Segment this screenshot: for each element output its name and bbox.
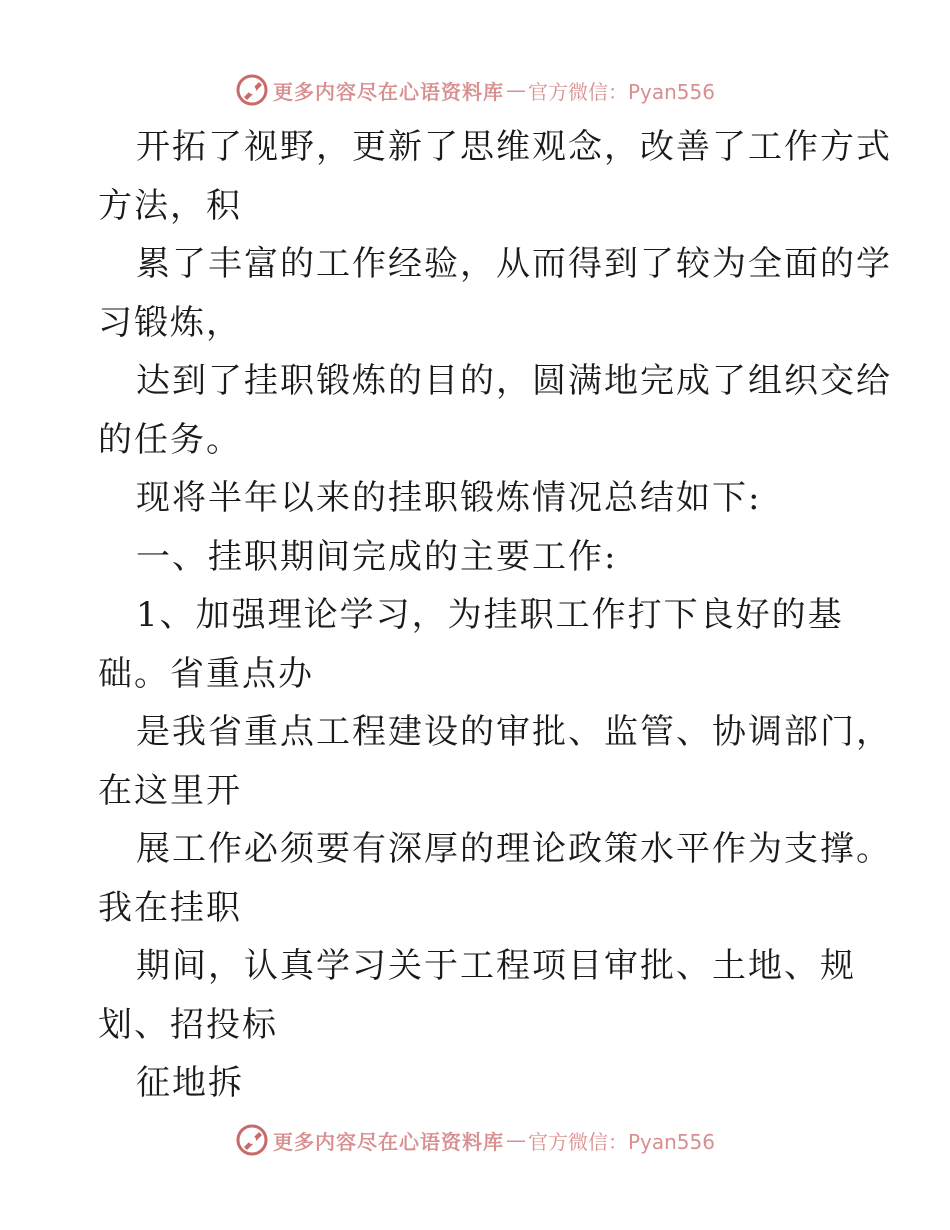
- banner-dash: —: [505, 78, 526, 102]
- text-line: 的任务。: [98, 419, 242, 460]
- text-line: 础。省重点办: [98, 653, 314, 694]
- text-line: 期间，认真学习关于工程项目审批、土地、规: [136, 946, 856, 986]
- text-line: 习锻炼，: [98, 302, 242, 343]
- text-line: 一、挂职期间完成的主要工作:: [136, 536, 618, 577]
- text-line: 方法，积: [98, 185, 242, 226]
- document-body: [98, 118, 892, 1113]
- brand-text: 更多内容尽在心语资料库: [272, 79, 504, 104]
- text-line: 是我省重点工程建设的审批、监管、协调部门，: [136, 712, 892, 752]
- official-wechat-text: 官方微信：Pyan556: [527, 79, 715, 104]
- text-line: 划、招投标: [98, 1004, 278, 1045]
- text-line: 征地拆: [136, 1063, 244, 1103]
- text-line: 1、加强理论学习，为挂职工作打下良好的基: [136, 595, 844, 635]
- text-line: 累了丰富的工作经验，从而得到了较为全面的学: [136, 244, 892, 284]
- footer-watermark-banner: [0, 1122, 950, 1158]
- text-line: 达到了挂职锻炼的目的，圆满地完成了组织交给: [136, 361, 892, 401]
- text-line: 现将半年以来的挂职锻炼情况总结如下:: [136, 478, 762, 518]
- text-line: 展工作必须要有深厚的理论政策水平作为支撑。: [136, 829, 892, 869]
- banner-dash: —: [505, 1128, 526, 1152]
- text-line: 我在挂职: [98, 887, 242, 928]
- text-line: 在这里开: [98, 770, 242, 811]
- brand-text: 更多内容尽在心语资料库: [272, 1129, 504, 1154]
- brand-logo-icon: [235, 1123, 269, 1157]
- header-watermark-banner: [0, 72, 950, 108]
- official-wechat-text: 官方微信：Pyan556: [527, 1129, 715, 1154]
- brand-logo-icon: [235, 73, 269, 107]
- text-line: 开拓了视野，更新了思维观念，改善了工作方式: [136, 127, 892, 167]
